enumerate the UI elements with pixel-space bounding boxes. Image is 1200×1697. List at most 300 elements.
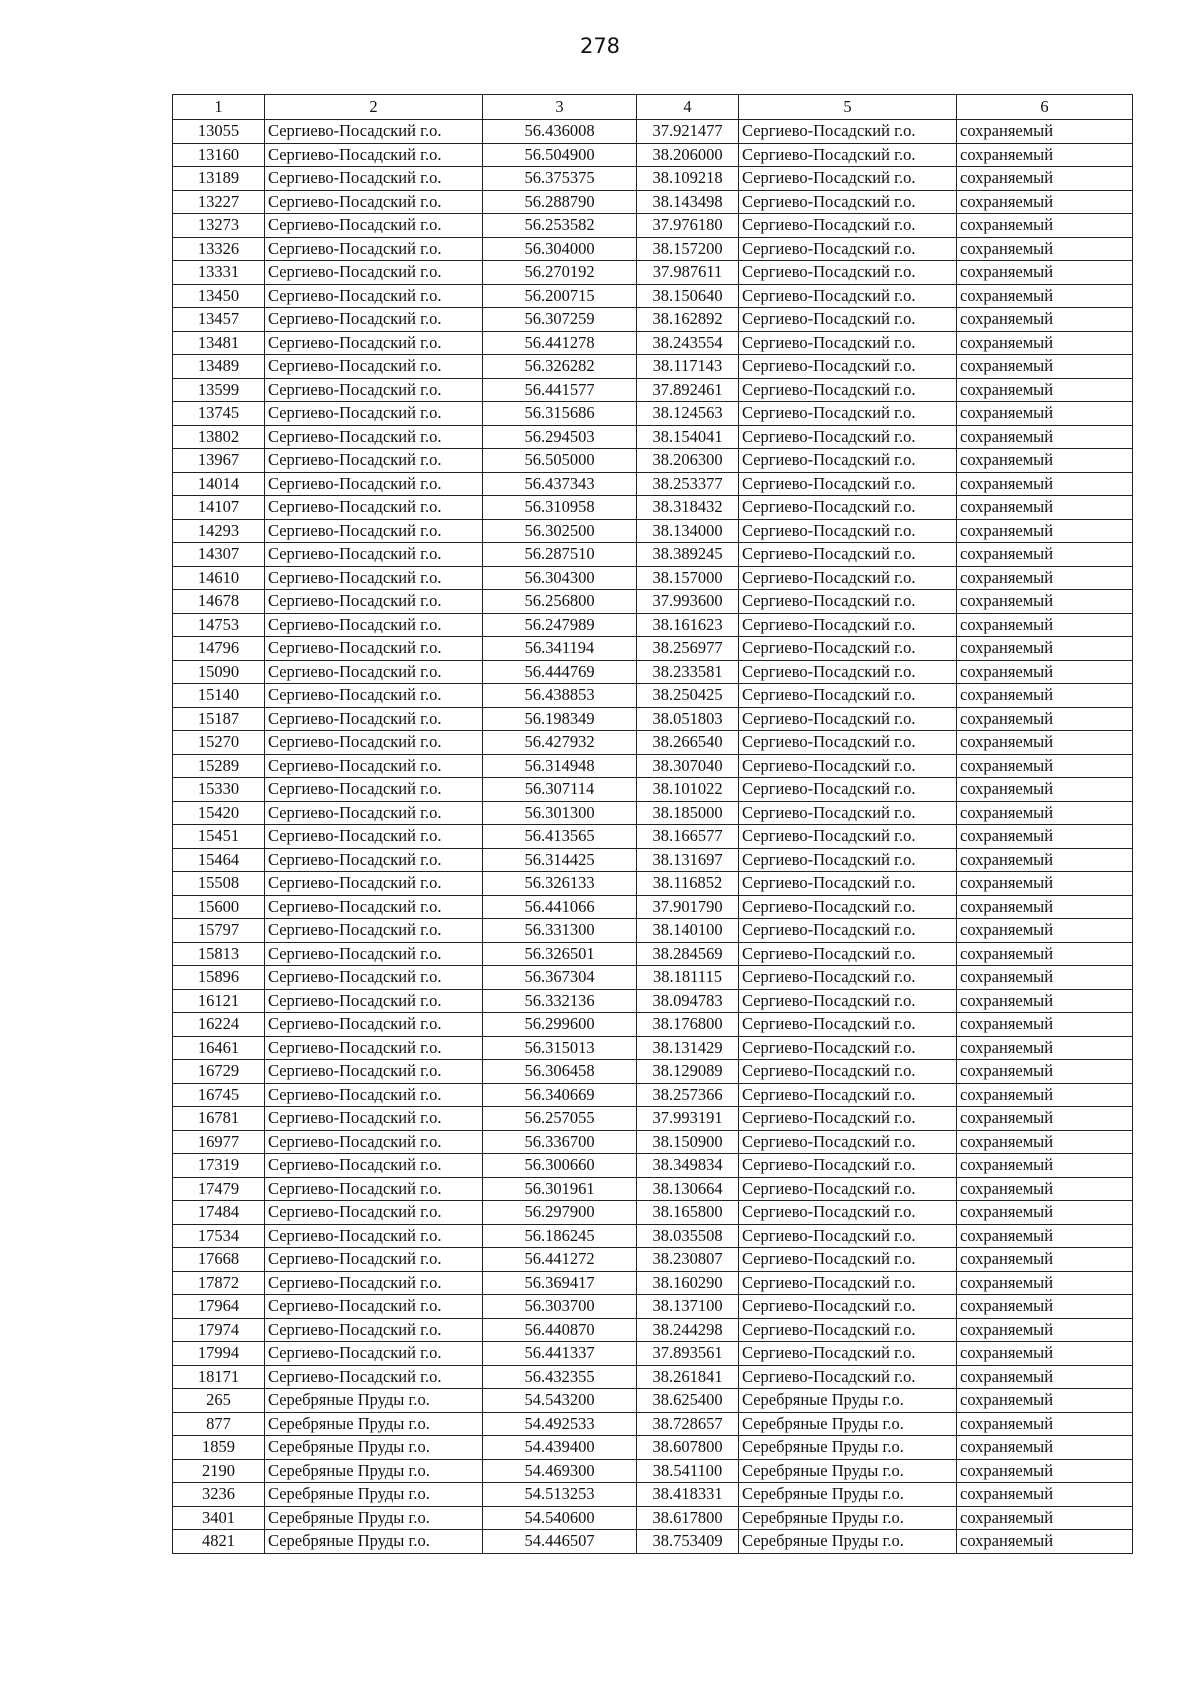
status-cell: сохраняемый (957, 1107, 1133, 1131)
object-id-cell: 18171 (173, 1365, 265, 1389)
longitude-cell: 38.266540 (637, 731, 739, 755)
object-id-cell: 3401 (173, 1506, 265, 1530)
object-id-cell: 15187 (173, 707, 265, 731)
location-cell: Сергиево-Посадский г.о. (739, 590, 957, 614)
latitude-cell: 56.301961 (483, 1177, 637, 1201)
location-cell: Сергиево-Посадский г.о. (739, 801, 957, 825)
table-row (173, 637, 1133, 661)
table-row (173, 496, 1133, 520)
status-cell: сохраняемый (957, 1483, 1133, 1507)
latitude-cell: 56.340669 (483, 1083, 637, 1107)
object-id-cell: 15420 (173, 801, 265, 825)
latitude-cell: 56.314425 (483, 848, 637, 872)
table-row (173, 613, 1133, 637)
municipality-cell: Сергиево-Посадский г.о. (265, 590, 483, 614)
longitude-cell: 37.921477 (637, 120, 739, 144)
table-row (173, 1436, 1133, 1460)
longitude-cell: 38.150640 (637, 284, 739, 308)
table-row (173, 1201, 1133, 1225)
object-id-cell: 13802 (173, 425, 265, 449)
object-id-cell: 13450 (173, 284, 265, 308)
latitude-cell: 56.299600 (483, 1013, 637, 1037)
latitude-cell: 56.440870 (483, 1318, 637, 1342)
latitude-cell: 56.441577 (483, 378, 637, 402)
longitude-cell: 37.993600 (637, 590, 739, 614)
municipality-cell: Сергиево-Посадский г.о. (265, 731, 483, 755)
latitude-cell: 56.413565 (483, 825, 637, 849)
status-cell: сохраняемый (957, 660, 1133, 684)
table-row (173, 1530, 1133, 1554)
status-cell: сохраняемый (957, 778, 1133, 802)
location-cell: Сергиево-Посадский г.о. (739, 1295, 957, 1319)
object-id-cell: 16977 (173, 1130, 265, 1154)
location-cell: Сергиево-Посадский г.о. (739, 637, 957, 661)
status-cell: сохраняемый (957, 919, 1133, 943)
object-id-cell: 13599 (173, 378, 265, 402)
municipality-cell: Сергиево-Посадский г.о. (265, 425, 483, 449)
object-id-cell: 14610 (173, 566, 265, 590)
status-cell: сохраняемый (957, 425, 1133, 449)
location-cell: Сергиево-Посадский г.о. (739, 613, 957, 637)
longitude-cell: 38.035508 (637, 1224, 739, 1248)
longitude-cell: 37.993191 (637, 1107, 739, 1131)
status-cell: сохраняемый (957, 120, 1133, 144)
longitude-cell: 38.162892 (637, 308, 739, 332)
municipality-cell: Сергиево-Посадский г.о. (265, 355, 483, 379)
longitude-cell: 38.134000 (637, 519, 739, 543)
longitude-cell: 37.893561 (637, 1342, 739, 1366)
object-id-cell: 15090 (173, 660, 265, 684)
object-id-cell: 17484 (173, 1201, 265, 1225)
table-row (173, 261, 1133, 285)
location-cell: Сергиево-Посадский г.о. (739, 261, 957, 285)
municipality-cell: Сергиево-Посадский г.о. (265, 1295, 483, 1319)
object-id-cell: 13055 (173, 120, 265, 144)
latitude-cell: 56.304300 (483, 566, 637, 590)
longitude-cell: 38.250425 (637, 684, 739, 708)
longitude-cell: 38.109218 (637, 167, 739, 191)
table-row (173, 237, 1133, 261)
location-cell: Сергиево-Посадский г.о. (739, 1365, 957, 1389)
latitude-cell: 56.297900 (483, 1201, 637, 1225)
status-cell: сохраняемый (957, 707, 1133, 731)
longitude-cell: 38.140100 (637, 919, 739, 943)
table-row (173, 378, 1133, 402)
municipality-cell: Сергиево-Посадский г.о. (265, 566, 483, 590)
longitude-cell: 38.257366 (637, 1083, 739, 1107)
data-table (172, 94, 1133, 1554)
status-cell: сохраняемый (957, 684, 1133, 708)
municipality-cell: Сергиево-Посадский г.о. (265, 378, 483, 402)
latitude-cell: 56.444769 (483, 660, 637, 684)
latitude-cell: 56.437343 (483, 472, 637, 496)
longitude-cell: 38.154041 (637, 425, 739, 449)
municipality-cell: Сергиево-Посадский г.о. (265, 660, 483, 684)
status-cell: сохраняемый (957, 543, 1133, 567)
longitude-cell: 37.892461 (637, 378, 739, 402)
status-cell: сохраняемый (957, 1412, 1133, 1436)
status-cell: сохраняемый (957, 1506, 1133, 1530)
object-id-cell: 14753 (173, 613, 265, 637)
longitude-cell: 38.160290 (637, 1271, 739, 1295)
object-id-cell: 877 (173, 1412, 265, 1436)
table-row (173, 143, 1133, 167)
longitude-cell: 38.116852 (637, 872, 739, 896)
object-id-cell: 17964 (173, 1295, 265, 1319)
object-id-cell: 15797 (173, 919, 265, 943)
location-cell: Сергиево-Посадский г.о. (739, 1177, 957, 1201)
status-cell: сохраняемый (957, 1013, 1133, 1037)
status-cell: сохраняемый (957, 754, 1133, 778)
table-row (173, 543, 1133, 567)
location-cell: Сергиево-Посадский г.о. (739, 402, 957, 426)
object-id-cell: 13227 (173, 190, 265, 214)
location-cell: Сергиево-Посадский г.о. (739, 872, 957, 896)
municipality-cell: Сергиево-Посадский г.о. (265, 496, 483, 520)
municipality-cell: Сергиево-Посадский г.о. (265, 872, 483, 896)
status-cell: сохраняемый (957, 848, 1133, 872)
status-cell: сохраняемый (957, 519, 1133, 543)
col-1-header: 1 (173, 95, 265, 120)
latitude-cell: 54.446507 (483, 1530, 637, 1554)
location-cell: Сергиево-Посадский г.о. (739, 778, 957, 802)
municipality-cell: Сергиево-Посадский г.о. (265, 284, 483, 308)
table-body (173, 120, 1133, 1554)
table-row (173, 848, 1133, 872)
object-id-cell: 14014 (173, 472, 265, 496)
longitude-cell: 38.728657 (637, 1412, 739, 1436)
location-cell: Сергиево-Посадский г.о. (739, 190, 957, 214)
location-cell: Серебряные Пруды г.о. (739, 1459, 957, 1483)
object-id-cell: 17872 (173, 1271, 265, 1295)
status-cell: сохраняемый (957, 190, 1133, 214)
location-cell: Сергиево-Посадский г.о. (739, 684, 957, 708)
table-row (173, 1130, 1133, 1154)
location-cell: Сергиево-Посадский г.о. (739, 355, 957, 379)
table-row (173, 1365, 1133, 1389)
object-id-cell: 14796 (173, 637, 265, 661)
status-cell: сохраняемый (957, 378, 1133, 402)
municipality-cell: Сергиево-Посадский г.о. (265, 895, 483, 919)
object-id-cell: 14293 (173, 519, 265, 543)
longitude-cell: 38.117143 (637, 355, 739, 379)
location-cell: Сергиево-Посадский г.о. (739, 120, 957, 144)
longitude-cell: 38.094783 (637, 989, 739, 1013)
header-row (173, 95, 1133, 120)
table-row (173, 590, 1133, 614)
table-row (173, 472, 1133, 496)
latitude-cell: 56.247989 (483, 613, 637, 637)
status-cell: сохраняемый (957, 1224, 1133, 1248)
table-row (173, 425, 1133, 449)
status-cell: сохраняемый (957, 472, 1133, 496)
longitude-cell: 38.206000 (637, 143, 739, 167)
table-row (173, 1318, 1133, 1342)
latitude-cell: 56.257055 (483, 1107, 637, 1131)
latitude-cell: 56.504900 (483, 143, 637, 167)
latitude-cell: 56.441278 (483, 331, 637, 355)
latitude-cell: 56.441337 (483, 1342, 637, 1366)
location-cell: Сергиево-Посадский г.о. (739, 989, 957, 1013)
municipality-cell: Сергиево-Посадский г.о. (265, 1013, 483, 1037)
longitude-cell: 38.389245 (637, 543, 739, 567)
longitude-cell: 38.541100 (637, 1459, 739, 1483)
object-id-cell: 16781 (173, 1107, 265, 1131)
object-id-cell: 15600 (173, 895, 265, 919)
status-cell: сохраняемый (957, 284, 1133, 308)
table-row (173, 402, 1133, 426)
municipality-cell: Сергиево-Посадский г.о. (265, 919, 483, 943)
status-cell: сохраняемый (957, 613, 1133, 637)
municipality-cell: Сергиево-Посадский г.о. (265, 237, 483, 261)
object-id-cell: 17479 (173, 1177, 265, 1201)
municipality-cell: Сергиево-Посадский г.о. (265, 190, 483, 214)
col-4-header: 4 (637, 95, 739, 120)
object-id-cell: 1859 (173, 1436, 265, 1460)
location-cell: Сергиево-Посадский г.о. (739, 378, 957, 402)
longitude-cell: 38.261841 (637, 1365, 739, 1389)
municipality-cell: Сергиево-Посадский г.о. (265, 143, 483, 167)
longitude-cell: 38.150900 (637, 1130, 739, 1154)
object-id-cell: 3236 (173, 1483, 265, 1507)
municipality-cell: Сергиево-Посадский г.о. (265, 801, 483, 825)
municipality-cell: Сергиево-Посадский г.о. (265, 1201, 483, 1225)
object-id-cell: 15508 (173, 872, 265, 896)
status-cell: сохраняемый (957, 590, 1133, 614)
table-row (173, 449, 1133, 473)
longitude-cell: 38.230807 (637, 1248, 739, 1272)
status-cell: сохраняемый (957, 214, 1133, 238)
location-cell: Сергиево-Посадский г.о. (739, 1248, 957, 1272)
longitude-cell: 38.176800 (637, 1013, 739, 1037)
longitude-cell: 38.124563 (637, 402, 739, 426)
longitude-cell: 38.131697 (637, 848, 739, 872)
latitude-cell: 56.198349 (483, 707, 637, 731)
latitude-cell: 54.540600 (483, 1506, 637, 1530)
status-cell: сохраняемый (957, 143, 1133, 167)
latitude-cell: 56.505000 (483, 449, 637, 473)
longitude-cell: 38.607800 (637, 1436, 739, 1460)
table-row (173, 872, 1133, 896)
object-id-cell: 17534 (173, 1224, 265, 1248)
object-id-cell: 15451 (173, 825, 265, 849)
longitude-cell: 38.206300 (637, 449, 739, 473)
municipality-cell: Сергиево-Посадский г.о. (265, 1177, 483, 1201)
latitude-cell: 56.375375 (483, 167, 637, 191)
status-cell: сохраняемый (957, 825, 1133, 849)
municipality-cell: Сергиево-Посадский г.о. (265, 825, 483, 849)
longitude-cell: 38.256977 (637, 637, 739, 661)
latitude-cell: 54.543200 (483, 1389, 637, 1413)
location-cell: Сергиево-Посадский г.о. (739, 1083, 957, 1107)
latitude-cell: 56.432355 (483, 1365, 637, 1389)
latitude-cell: 54.439400 (483, 1436, 637, 1460)
municipality-cell: Сергиево-Посадский г.о. (265, 1224, 483, 1248)
latitude-cell: 56.326501 (483, 942, 637, 966)
location-cell: Сергиево-Посадский г.о. (739, 848, 957, 872)
status-cell: сохраняемый (957, 167, 1133, 191)
table-row (173, 825, 1133, 849)
object-id-cell: 265 (173, 1389, 265, 1413)
municipality-cell: Сергиево-Посадский г.о. (265, 472, 483, 496)
longitude-cell: 38.131429 (637, 1036, 739, 1060)
location-cell: Сергиево-Посадский г.о. (739, 214, 957, 238)
table-row (173, 731, 1133, 755)
municipality-cell: Сергиево-Посадский г.о. (265, 1365, 483, 1389)
municipality-cell: Сергиево-Посадский г.о. (265, 1036, 483, 1060)
longitude-cell: 38.617800 (637, 1506, 739, 1530)
location-cell: Сергиево-Посадский г.о. (739, 942, 957, 966)
location-cell: Сергиево-Посадский г.о. (739, 966, 957, 990)
location-cell: Сергиево-Посадский г.о. (739, 754, 957, 778)
status-cell: сохраняемый (957, 1318, 1133, 1342)
latitude-cell: 54.492533 (483, 1412, 637, 1436)
table-row (173, 1483, 1133, 1507)
latitude-cell: 56.336700 (483, 1130, 637, 1154)
longitude-cell: 38.418331 (637, 1483, 739, 1507)
longitude-cell: 38.185000 (637, 801, 739, 825)
latitude-cell: 56.304000 (483, 237, 637, 261)
location-cell: Сергиево-Посадский г.о. (739, 237, 957, 261)
municipality-cell: Сергиево-Посадский г.о. (265, 707, 483, 731)
municipality-cell: Серебряные Пруды г.о. (265, 1506, 483, 1530)
col-2-header: 2 (265, 95, 483, 120)
object-id-cell: 16461 (173, 1036, 265, 1060)
latitude-cell: 56.307259 (483, 308, 637, 332)
longitude-cell: 38.253377 (637, 472, 739, 496)
municipality-cell: Серебряные Пруды г.о. (265, 1530, 483, 1554)
object-id-cell: 15464 (173, 848, 265, 872)
status-cell: сохраняемый (957, 496, 1133, 520)
table-row (173, 566, 1133, 590)
table-row (173, 1271, 1133, 1295)
status-cell: сохраняемый (957, 1177, 1133, 1201)
location-cell: Сергиево-Посадский г.о. (739, 496, 957, 520)
latitude-cell: 54.469300 (483, 1459, 637, 1483)
longitude-cell: 38.166577 (637, 825, 739, 849)
object-id-cell: 16224 (173, 1013, 265, 1037)
municipality-cell: Сергиево-Посадский г.о. (265, 167, 483, 191)
table-row (173, 1083, 1133, 1107)
location-cell: Сергиево-Посадский г.о. (739, 660, 957, 684)
status-cell: сохраняемый (957, 1342, 1133, 1366)
location-cell: Сергиево-Посадский г.о. (739, 707, 957, 731)
status-cell: сохраняемый (957, 1060, 1133, 1084)
object-id-cell: 16745 (173, 1083, 265, 1107)
longitude-cell: 38.161623 (637, 613, 739, 637)
latitude-cell: 56.253582 (483, 214, 637, 238)
object-id-cell: 13489 (173, 355, 265, 379)
object-id-cell: 15896 (173, 966, 265, 990)
location-cell: Сергиево-Посадский г.о. (739, 1036, 957, 1060)
object-id-cell: 13481 (173, 331, 265, 355)
municipality-cell: Сергиево-Посадский г.о. (265, 1107, 483, 1131)
status-cell: сохраняемый (957, 566, 1133, 590)
table-row (173, 331, 1133, 355)
object-id-cell: 15330 (173, 778, 265, 802)
page-number: 278 (579, 34, 621, 58)
object-id-cell: 2190 (173, 1459, 265, 1483)
latitude-cell: 56.314948 (483, 754, 637, 778)
longitude-cell: 38.318432 (637, 496, 739, 520)
longitude-cell: 38.157200 (637, 237, 739, 261)
latitude-cell: 56.441272 (483, 1248, 637, 1272)
location-cell: Серебряные Пруды г.о. (739, 1436, 957, 1460)
status-cell: сохраняемый (957, 942, 1133, 966)
table-row (173, 1295, 1133, 1319)
location-cell: Сергиево-Посадский г.о. (739, 731, 957, 755)
latitude-cell: 56.186245 (483, 1224, 637, 1248)
municipality-cell: Сергиево-Посадский г.о. (265, 1083, 483, 1107)
status-cell: сохраняемый (957, 872, 1133, 896)
table-row (173, 355, 1133, 379)
table-row (173, 1013, 1133, 1037)
longitude-cell: 38.051803 (637, 707, 739, 731)
status-cell: сохраняемый (957, 1271, 1133, 1295)
object-id-cell: 13189 (173, 167, 265, 191)
latitude-cell: 56.303700 (483, 1295, 637, 1319)
table-row (173, 1177, 1133, 1201)
longitude-cell: 38.233581 (637, 660, 739, 684)
municipality-cell: Сергиево-Посадский г.о. (265, 308, 483, 332)
location-cell: Сергиево-Посадский г.о. (739, 1130, 957, 1154)
municipality-cell: Сергиево-Посадский г.о. (265, 754, 483, 778)
object-id-cell: 16121 (173, 989, 265, 1013)
table-row (173, 214, 1133, 238)
municipality-cell: Сергиево-Посадский г.о. (265, 1318, 483, 1342)
object-id-cell: 13326 (173, 237, 265, 261)
municipality-cell: Сергиево-Посадский г.о. (265, 1248, 483, 1272)
latitude-cell: 56.270192 (483, 261, 637, 285)
status-cell: сохраняемый (957, 261, 1133, 285)
latitude-cell: 56.331300 (483, 919, 637, 943)
location-cell: Сергиево-Посадский г.о. (739, 1154, 957, 1178)
latitude-cell: 56.441066 (483, 895, 637, 919)
longitude-cell: 37.901790 (637, 895, 739, 919)
status-cell: сохраняемый (957, 731, 1133, 755)
status-cell: сохраняемый (957, 1459, 1133, 1483)
status-cell: сохраняемый (957, 1530, 1133, 1554)
longitude-cell: 38.243554 (637, 331, 739, 355)
object-id-cell: 13160 (173, 143, 265, 167)
longitude-cell: 37.976180 (637, 214, 739, 238)
municipality-cell: Сергиево-Посадский г.о. (265, 613, 483, 637)
municipality-cell: Сергиево-Посадский г.о. (265, 120, 483, 144)
municipality-cell: Серебряные Пруды г.о. (265, 1389, 483, 1413)
object-id-cell: 16729 (173, 1060, 265, 1084)
table-row (173, 1107, 1133, 1131)
longitude-cell: 38.753409 (637, 1530, 739, 1554)
object-id-cell: 13273 (173, 214, 265, 238)
latitude-cell: 56.332136 (483, 989, 637, 1013)
status-cell: сохраняемый (957, 801, 1133, 825)
object-id-cell: 14307 (173, 543, 265, 567)
table-row (173, 1506, 1133, 1530)
latitude-cell: 56.306458 (483, 1060, 637, 1084)
table-row (173, 1459, 1133, 1483)
col-5-header: 5 (739, 95, 957, 120)
latitude-cell: 56.294503 (483, 425, 637, 449)
location-cell: Серебряные Пруды г.о. (739, 1530, 957, 1554)
status-cell: сохраняемый (957, 895, 1133, 919)
status-cell: сохраняемый (957, 355, 1133, 379)
location-cell: Сергиево-Посадский г.о. (739, 895, 957, 919)
status-cell: сохраняемый (957, 1365, 1133, 1389)
municipality-cell: Серебряные Пруды г.о. (265, 1459, 483, 1483)
longitude-cell: 38.349834 (637, 1154, 739, 1178)
location-cell: Сергиево-Посадский г.о. (739, 1060, 957, 1084)
location-cell: Сергиево-Посадский г.о. (739, 1271, 957, 1295)
